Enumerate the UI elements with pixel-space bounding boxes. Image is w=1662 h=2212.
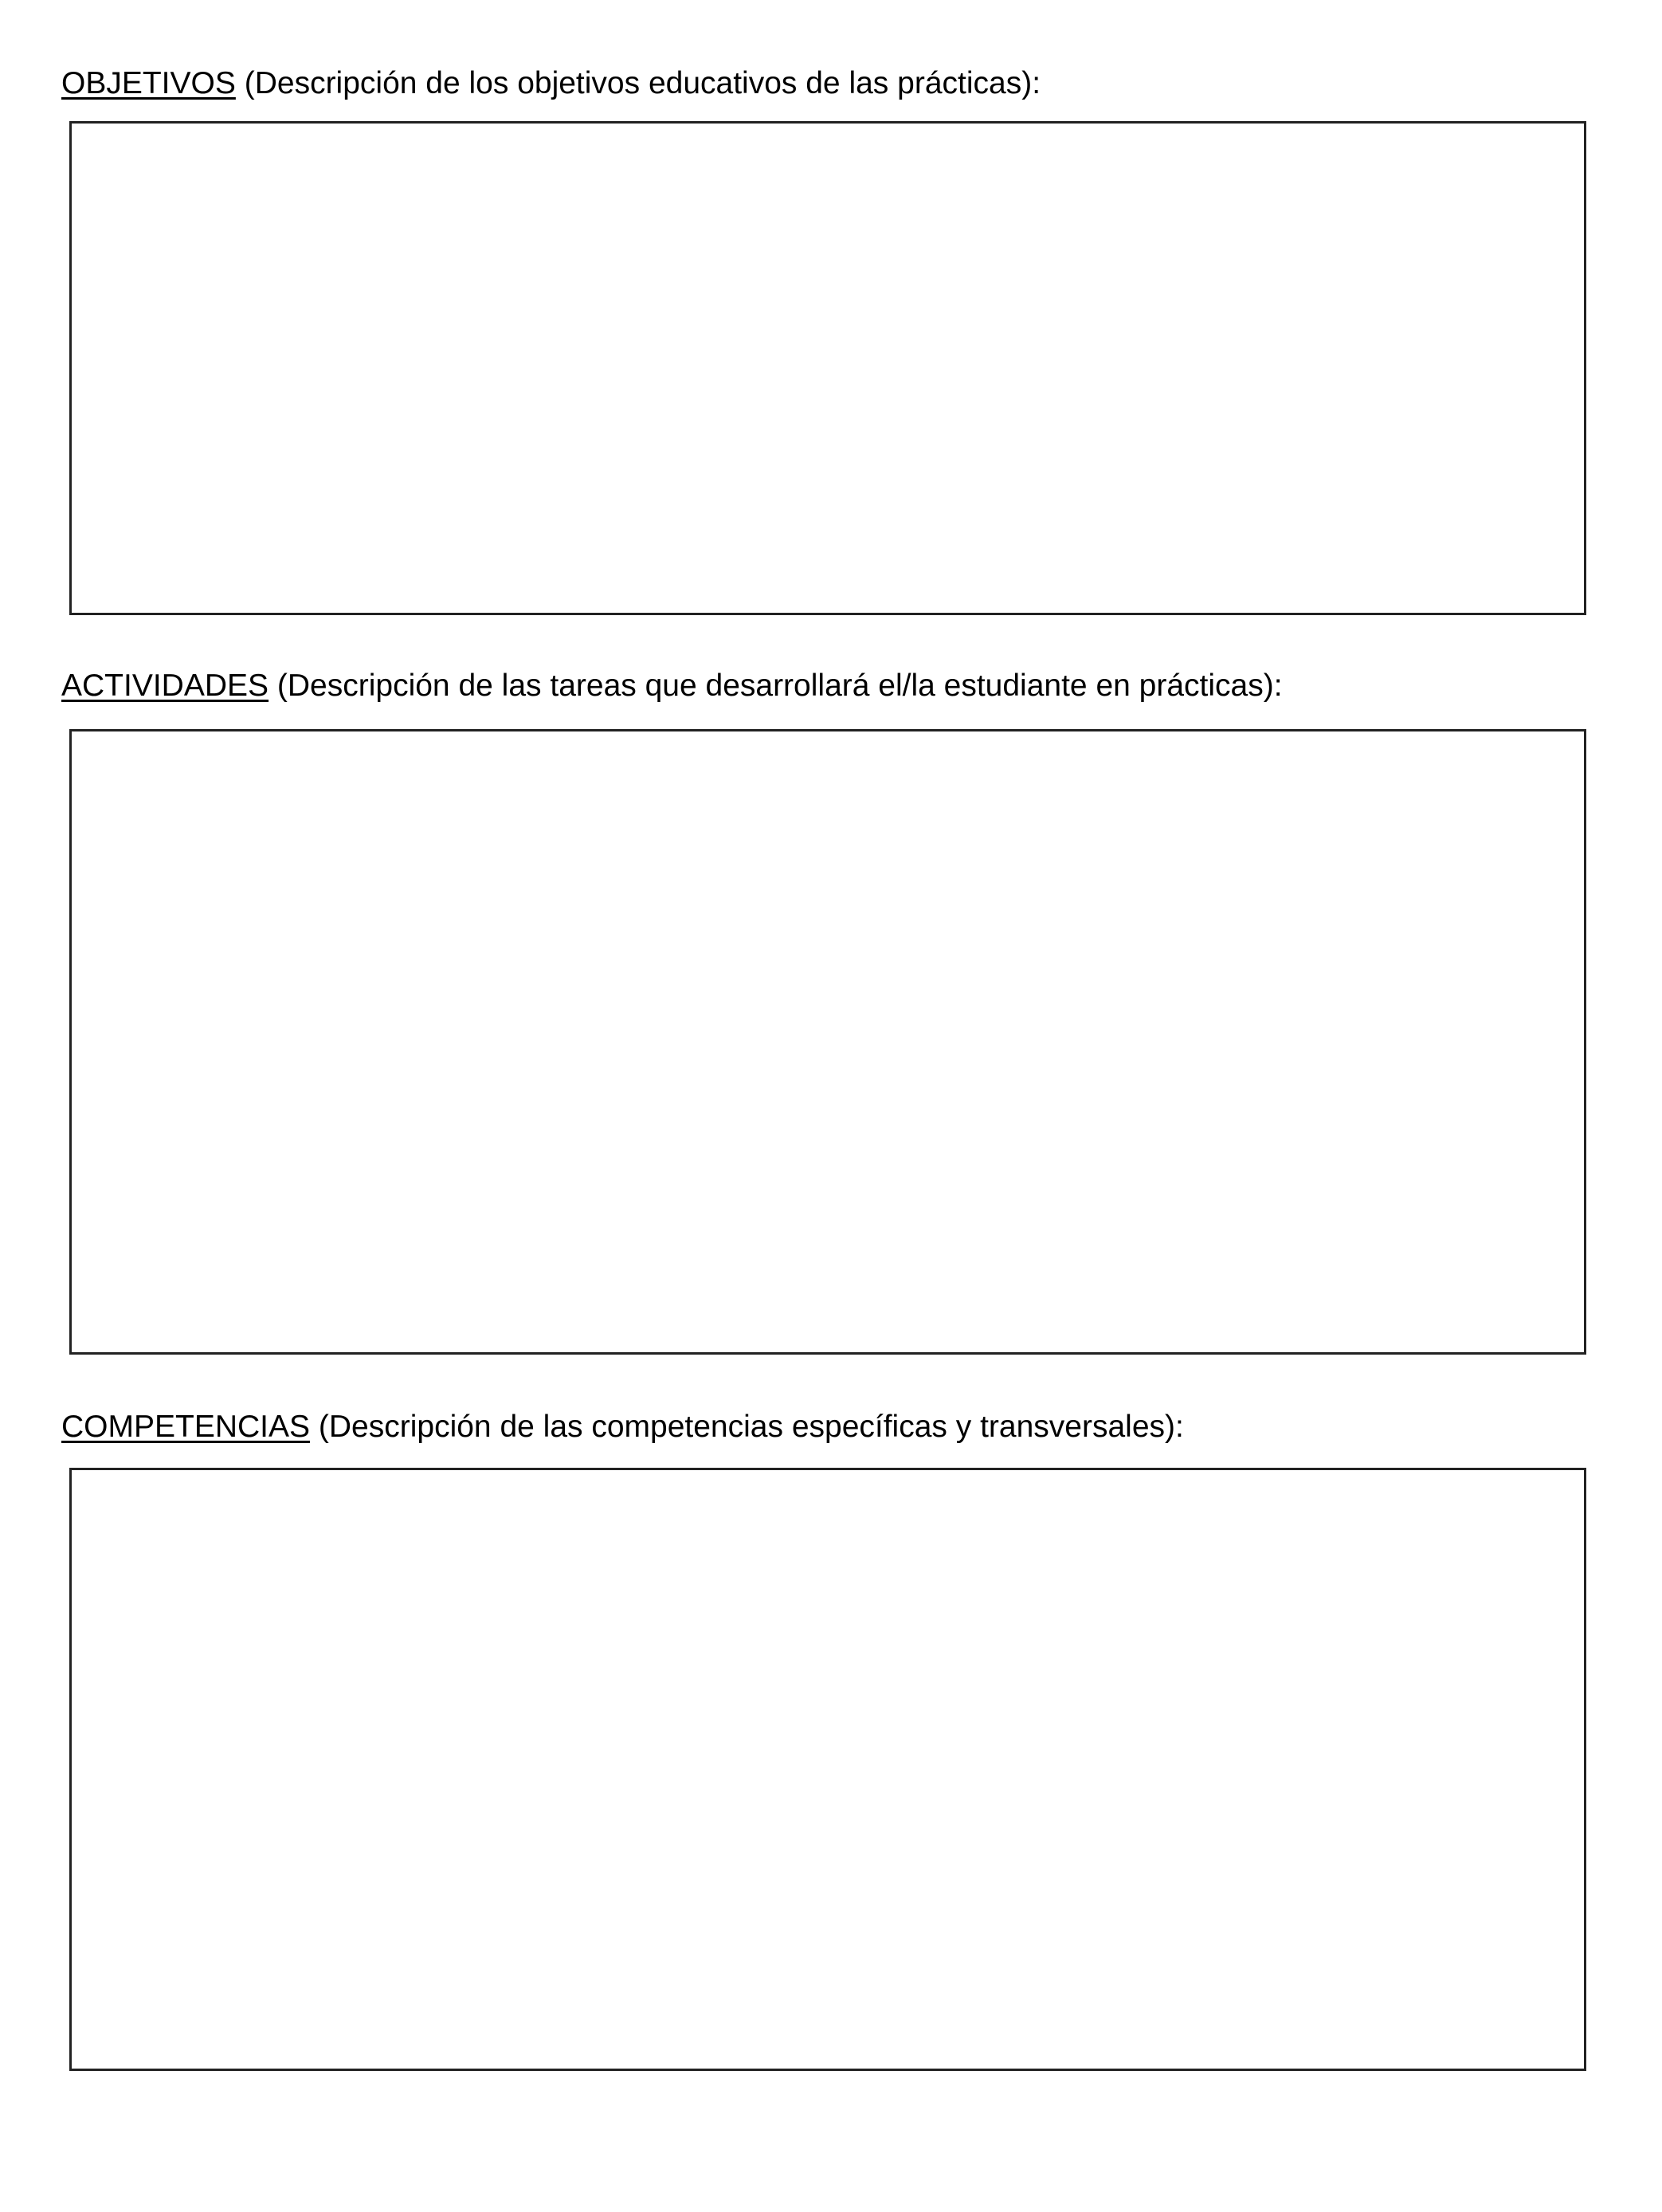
competencias-description: (Descripción de las competencias específicas y transversales): <box>310 1410 1184 1444</box>
objetivos-keyword: OBJETIVOS <box>61 66 236 100</box>
competencias-heading <box>61 1409 1184 1445</box>
objetivos-field[interactable] <box>69 121 1586 615</box>
actividades-field[interactable] <box>69 729 1586 1355</box>
actividades-heading <box>61 668 1283 704</box>
competencias-field[interactable] <box>69 1468 1586 2071</box>
actividades-keyword: ACTIVIDADES <box>61 669 269 703</box>
actividades-description: (Descripción de las tareas que desarrollará el/la estudiante en prácticas): <box>269 669 1283 703</box>
objetivos-heading <box>61 65 1041 102</box>
objetivos-description: (Descripción de los objetivos educativos de las prácticas): <box>235 66 1041 100</box>
competencias-keyword: COMPETENCIAS <box>61 1410 311 1444</box>
